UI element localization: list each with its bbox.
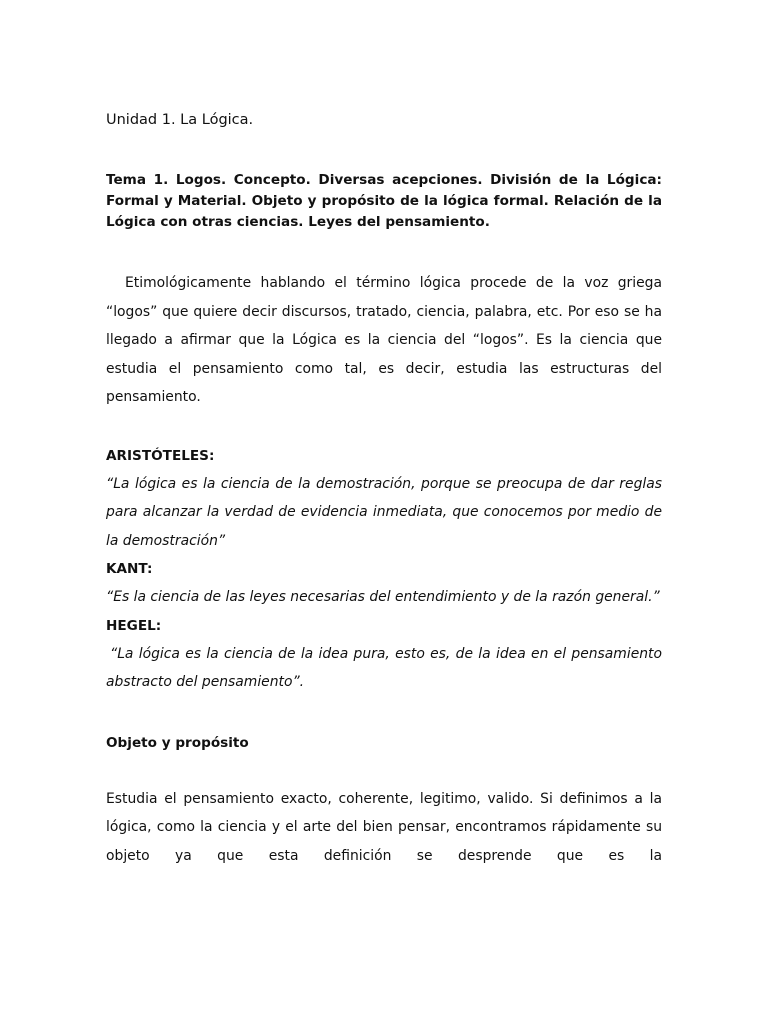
definition-hegel — [106, 612, 662, 697]
definition-quote: “La lógica es la ciencia de la demostración, porque se preocupa de dar reglas para alcanzar la verdad de evidencia inmediata, que conocemos por medio de la demostración” — [106, 475, 662, 549]
author-label: ARISTÓTELES: — [106, 447, 215, 464]
intro-paragraph: Etimológicamente hablando el término lógica procede de la voz griega “logos” que quiere decir discursos, tratado, ciencia, palabra, etc. Por eso se ha llegado a afirmar que la Lógica es la ciencia del “logos”. Es la ciencia que estudia el pensamiento como tal, es decir, estudia las estructuras del pensamiento. — [106, 275, 662, 405]
spacer — [106, 412, 662, 442]
unit-title: Unidad 1. La Lógica. — [106, 112, 254, 128]
definition-quote: “La lógica es la ciencia de la idea pura, esto es, de la idea en el pensamiento abstracto del pensamiento”. — [106, 645, 662, 690]
definition-kant — [106, 555, 662, 612]
document-content — [106, 108, 662, 870]
definition-aristoteles — [106, 442, 662, 556]
section-heading: Objeto y propósito — [106, 734, 249, 751]
author-label: KANT: — [106, 561, 153, 577]
section-paragraph: Estudia el pensamiento exacto, coherente, legitimo, valido. Si definimos a la lógica, como la ciencia y el arte del bien pensar, encontramos rápidamente su objeto ya que esta definición se desprende que es la — [106, 790, 662, 864]
author-label: HEGEL: — [106, 617, 162, 634]
topic-heading: Tema 1. Logos. Concepto. Diversas acepciones. División de la Lógica: Formal y Material. Objeto y propósito de la lógica formal. Relación de la Lógica con otras ciencias. Leyes del pensamiento. — [106, 172, 662, 230]
definition-quote: “Es la ciencia de las leyes necesarias del entendimiento y de la razón general.” — [106, 589, 660, 605]
